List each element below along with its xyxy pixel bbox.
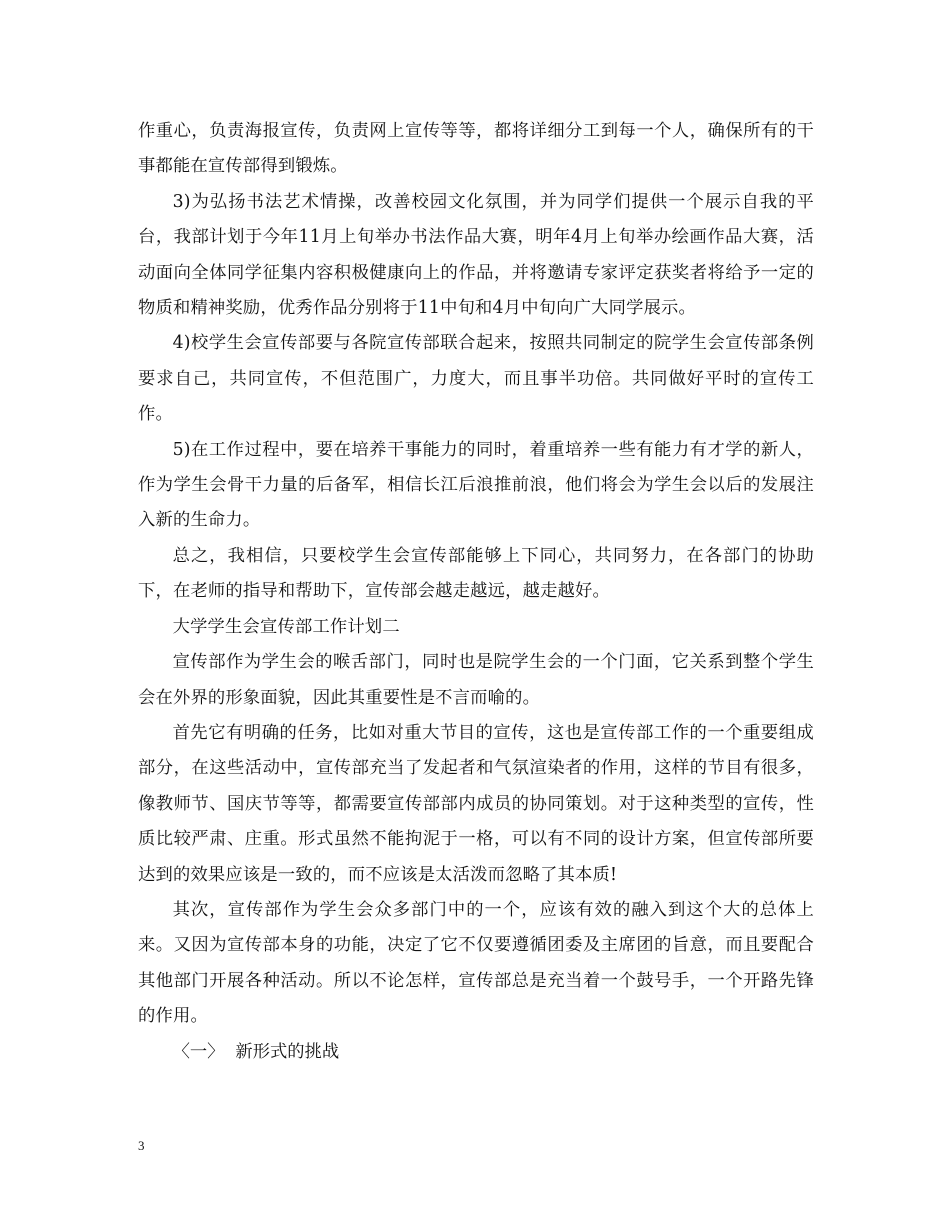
document-body — [138, 114, 814, 1070]
paragraph-1: 作重心，负责海报宣传，负责网上宣传等等，都将详细分工到每一个人，确保所有的干事都能在宣传部得到锻炼。 — [138, 121, 814, 177]
paragraph-2: 3)为弘扬书法艺术情操，改善校园文化氛围，并为同学们提供一个展示自我的平台，我部计划于今年11月上旬举办书法作品大赛，明年4月上旬举办绘画作品大赛，活动面向全体同学征集内容积极健康向上的作品，并将邀请专家评定获奖者将给予一定的物质和精神奖励，优秀作品分别将于11中旬和4月中旬向广大同学展示。 — [138, 191, 814, 319]
section-title: 大学学生会宣传部工作计划二 — [172, 616, 400, 637]
paragraph-5: 总之，我相信，只要校学生会宣传部能够上下同心，共同努力，在各部门的协助下，在老师的指导和帮助下，宣传部会越走越远，越走越好。 — [138, 545, 814, 602]
paragraph-4: 5)在工作过程中，要在培养干事能力的同时，着重培养一些有能力有才学的新人，作为学生会骨干力量的后备军，相信长江后浪推前浪，他们将会为学生会以后的发展注入新的生命力。 — [138, 439, 814, 531]
paragraph-3: 4)校学生会宣传部要与各院宣传部联合起来，按照共同制定的院学生会宣传部条例要求自己，共同宣传，不但范围广，力度大，而且事半功倍。共同做好平时的宣传工作。 — [138, 333, 814, 425]
paragraph-8: 其次，宣传部作为学生会众多部门中的一个，应该有效的融入到这个大的总体上来。又因为宣传部本身的功能，决定了它不仅要遵循团委及主席团的旨意，而且要配合其他部门开展各种活动。所以不论怎样，宣传部总是充当着一个鼓号手，一个开路先锋的作用。 — [138, 899, 814, 1027]
page-number: 3 — [138, 1138, 145, 1153]
paragraph-7: 首先它有明确的任务，比如对重大节目的宣传，这也是宣传部工作的一个重要组成部分，在这些活动中，宣传部充当了发起者和气氛渲染者的作用，这样的节目有很多，像教师节、国庆节等等，都需要宣传部部内成员的协同策划。对于这种类型的宣传，性质比较严肃、庄重。形式虽然不能拘泥于一格，可以有不同的设计方案，但宣传部所要达到的效果应该是一致的，而不应该是太活泼而忽略了其本质! — [138, 722, 814, 885]
subheading: 〈一〉 新形式的挑战 — [172, 1041, 340, 1062]
paragraph-6: 宣传部作为学生会的喉舌部门，同时也是院学生会的一个门面，它关系到整个学生会在外界的形象面貌，因此其重要性是不言而喻的。 — [138, 652, 814, 708]
